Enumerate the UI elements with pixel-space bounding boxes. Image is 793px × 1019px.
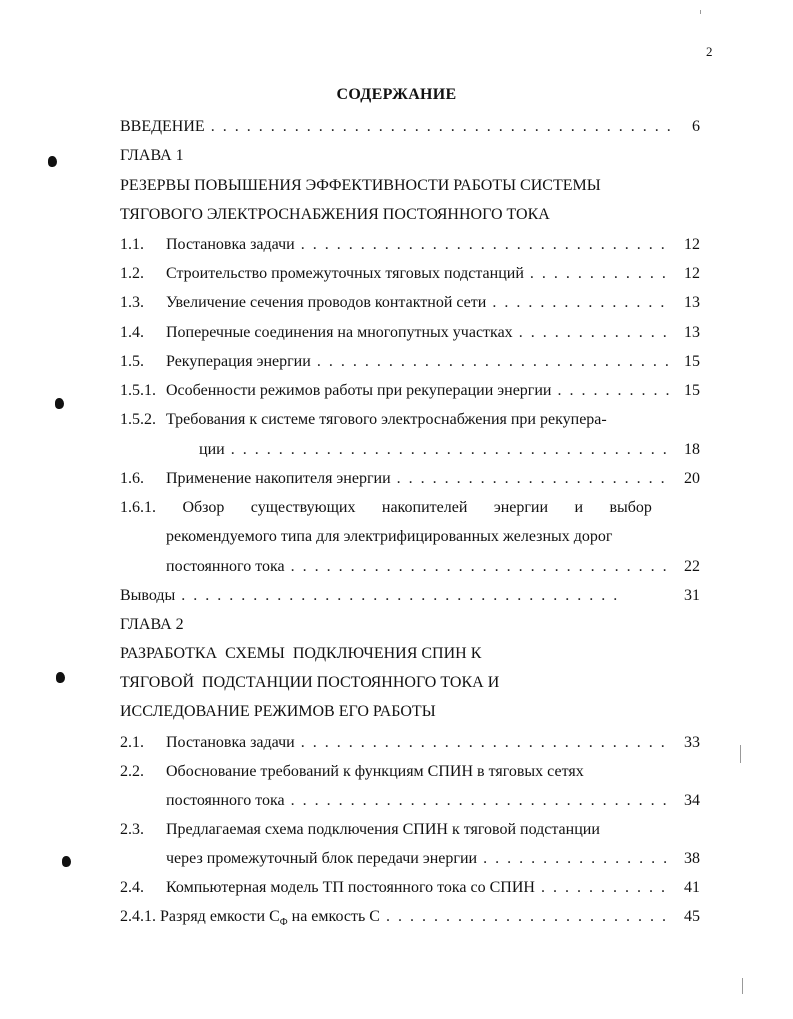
toc-entry-1-5[interactable] [120, 352, 700, 372]
toc-entry-text: Постановка задачи [166, 734, 295, 751]
toc-entry-text: Постановка задачи [166, 236, 295, 253]
toc-entry-number: 2.3. [120, 821, 144, 838]
toc-entry-text: Выводы [120, 587, 176, 604]
toc-entry-number: 2.4. [120, 879, 144, 896]
toc-entry-word: выбор [609, 499, 652, 516]
hole-punch-mark [56, 672, 65, 683]
leader-dots [301, 235, 670, 255]
toc-entry-conclusions[interactable] [120, 586, 700, 606]
leader-dots [231, 440, 670, 460]
toc-entry-page: 13 [684, 324, 700, 341]
toc-entry-1-5-1[interactable] [120, 381, 700, 401]
toc-entry-2-3-cont[interactable] [120, 849, 700, 869]
toc-entry-1-3[interactable] [120, 293, 700, 313]
toc-entry-1-6-1[interactable] [120, 498, 652, 518]
toc-entry-number: 1.3. [120, 294, 144, 311]
toc-entry-page: 22 [684, 558, 700, 575]
toc-entry-1-1[interactable] [120, 235, 700, 255]
toc-entry-text-part: на емкость С [287, 908, 380, 925]
leader-dots [541, 878, 670, 898]
toc-entry-2-4[interactable] [120, 878, 700, 898]
toc-entry-text: Особенности режимов работы при рекуперации энергии [166, 382, 552, 399]
toc-entry-number: 1.5.1. [120, 382, 156, 399]
toc-entry-number: 1.5. [120, 353, 144, 370]
leader-dots [181, 586, 626, 606]
toc-entry-page: 18 [684, 441, 700, 458]
leader-dots [492, 293, 670, 313]
toc-entry-number: 1.2. [120, 265, 144, 282]
toc-entry-word: существующих [250, 499, 356, 516]
toc-entry-continuation: ции [199, 441, 225, 458]
scan-speck [742, 978, 743, 994]
chapter-1-title-line-1: РЕЗЕРВЫ ПОВЫШЕНИЯ ЭФФЕКТИВНОСТИ РАБОТЫ СИСТЕМЫ [120, 177, 601, 194]
page-number: 2 [706, 44, 713, 59]
toc-entry-page: 15 [684, 382, 700, 399]
toc-entry-page: 45 [684, 908, 700, 925]
leader-dots [317, 352, 670, 372]
toc-entry-2-2-cont[interactable] [120, 791, 700, 811]
scan-speck [740, 745, 741, 763]
toc-entry-text: Предлагаемая схема подключения СПИН к тяговой подстанции [166, 821, 600, 838]
toc-entry-number: 2.2. [120, 763, 144, 780]
toc-entry-page: 12 [684, 236, 700, 253]
toc-entry-page: 33 [684, 734, 700, 751]
toc-entry-1-6[interactable] [120, 469, 700, 489]
toc-entry-text: Требования к системе тягового электроснабжения при рекупера- [166, 411, 607, 428]
toc-entry-2-3[interactable] [120, 820, 700, 840]
toc-entry-continuation: постоянного тока [166, 558, 285, 575]
chapter-1-title-line-2: ТЯГОВОГО ЭЛЕКТРОСНАБЖЕНИЯ ПОСТОЯННОГО ТОКА [120, 206, 550, 223]
chapter-2-title-line-2: ТЯГОВОЙ ПОДСТАНЦИИ ПОСТОЯННОГО ТОКА И [120, 674, 500, 691]
toc-entry-text: Применение накопителя энергии [166, 470, 391, 487]
toc-entry-2-2[interactable] [120, 762, 700, 782]
toc-entry-continuation: через промежуточный блок передачи энергии [166, 850, 478, 867]
scan-speck [700, 10, 701, 14]
toc-entry-word: Обзор [182, 499, 225, 516]
page-title: СОДЕРЖАНИЕ [336, 86, 457, 103]
leader-dots [211, 117, 670, 137]
toc-entry-text: Увеличение сечения проводов контактной сети [166, 294, 487, 311]
chapter-1-label: ГЛАВА 1 [120, 147, 184, 164]
toc-entry-page: 41 [684, 879, 700, 896]
toc-entry-word: и [574, 499, 584, 516]
toc-entry-number: 1.4. [120, 324, 144, 341]
toc-entry-page: 31 [684, 587, 700, 604]
toc-entry-1-6-1-line-2: рекомендуемого типа для электрифицированных железных дорог [166, 528, 613, 545]
toc-entry-page: 12 [684, 265, 700, 282]
hole-punch-mark [48, 156, 57, 167]
toc-entry-text-part: Разряд емкости С [160, 908, 280, 925]
toc-entry-page: 6 [692, 118, 700, 135]
toc-entry-page: 34 [684, 792, 700, 809]
toc-entry-number: 1.6. [120, 470, 144, 487]
toc-entry-1-5-2[interactable] [120, 410, 700, 430]
toc-entry-page: 15 [684, 353, 700, 370]
toc-entry-2-4-1[interactable] [120, 907, 700, 933]
leader-dots [291, 557, 670, 577]
leader-dots [557, 381, 670, 401]
leader-dots [386, 907, 670, 927]
toc-entry-1-4[interactable] [120, 323, 700, 343]
leader-dots [519, 323, 670, 343]
toc-entry-text: Рекуперация энергии [166, 353, 311, 370]
toc-entry-text [160, 907, 380, 933]
toc-entry-text: Обоснование требований к функциям СПИН в тяговых сетях [166, 763, 584, 780]
toc-entry-text: Компьютерная модель ТП постоянного тока со СПИН [166, 879, 535, 896]
toc-entry-text: Строительство промежуточных тяговых подстанций [166, 265, 524, 282]
toc-entry-1-5-2-cont[interactable] [120, 440, 700, 460]
toc-entry-1-6-1-cont[interactable] [120, 557, 700, 577]
toc-entry-continuation: постоянного тока [166, 792, 285, 809]
toc-entry-page: 38 [684, 850, 700, 867]
leader-dots [291, 791, 670, 811]
toc-entry-number: 1.5.2. [120, 411, 156, 428]
hole-punch-mark [62, 856, 71, 867]
toc-entry-text: Поперечные соединения на многопутных участках [166, 324, 513, 341]
chapter-2-title-line-1: РАЗРАБОТКА СХЕМЫ ПОДКЛЮЧЕНИЯ СПИН К [120, 645, 482, 662]
toc-entry-text: ВВЕДЕНИЕ [120, 118, 205, 135]
toc-entry-number: 2.4.1. [120, 908, 156, 925]
chapter-2-label: ГЛАВА 2 [120, 616, 184, 633]
leader-dots [397, 469, 670, 489]
toc-entry-1-2[interactable] [120, 264, 700, 284]
toc-entry-intro[interactable] [120, 117, 700, 137]
hole-punch-mark [55, 398, 64, 409]
toc-entry-page: 20 [684, 470, 700, 487]
chapter-2-title-line-3: ИССЛЕДОВАНИЕ РЕЖИМОВ ЕГО РАБОТЫ [120, 703, 436, 720]
leader-dots [483, 849, 670, 869]
toc-entry-word: энергии [493, 499, 549, 516]
leader-dots [530, 264, 670, 284]
toc-entry-number: 1.1. [120, 236, 144, 253]
toc-entry-word: накопителей [381, 499, 468, 516]
leader-dots [301, 733, 670, 753]
subscript: Ф [279, 917, 288, 929]
toc-entry-2-1[interactable] [120, 733, 700, 753]
toc-entry-page: 13 [684, 294, 700, 311]
toc-entry-number: 2.1. [120, 734, 144, 751]
toc-entry-number: 1.6.1. [120, 499, 156, 516]
